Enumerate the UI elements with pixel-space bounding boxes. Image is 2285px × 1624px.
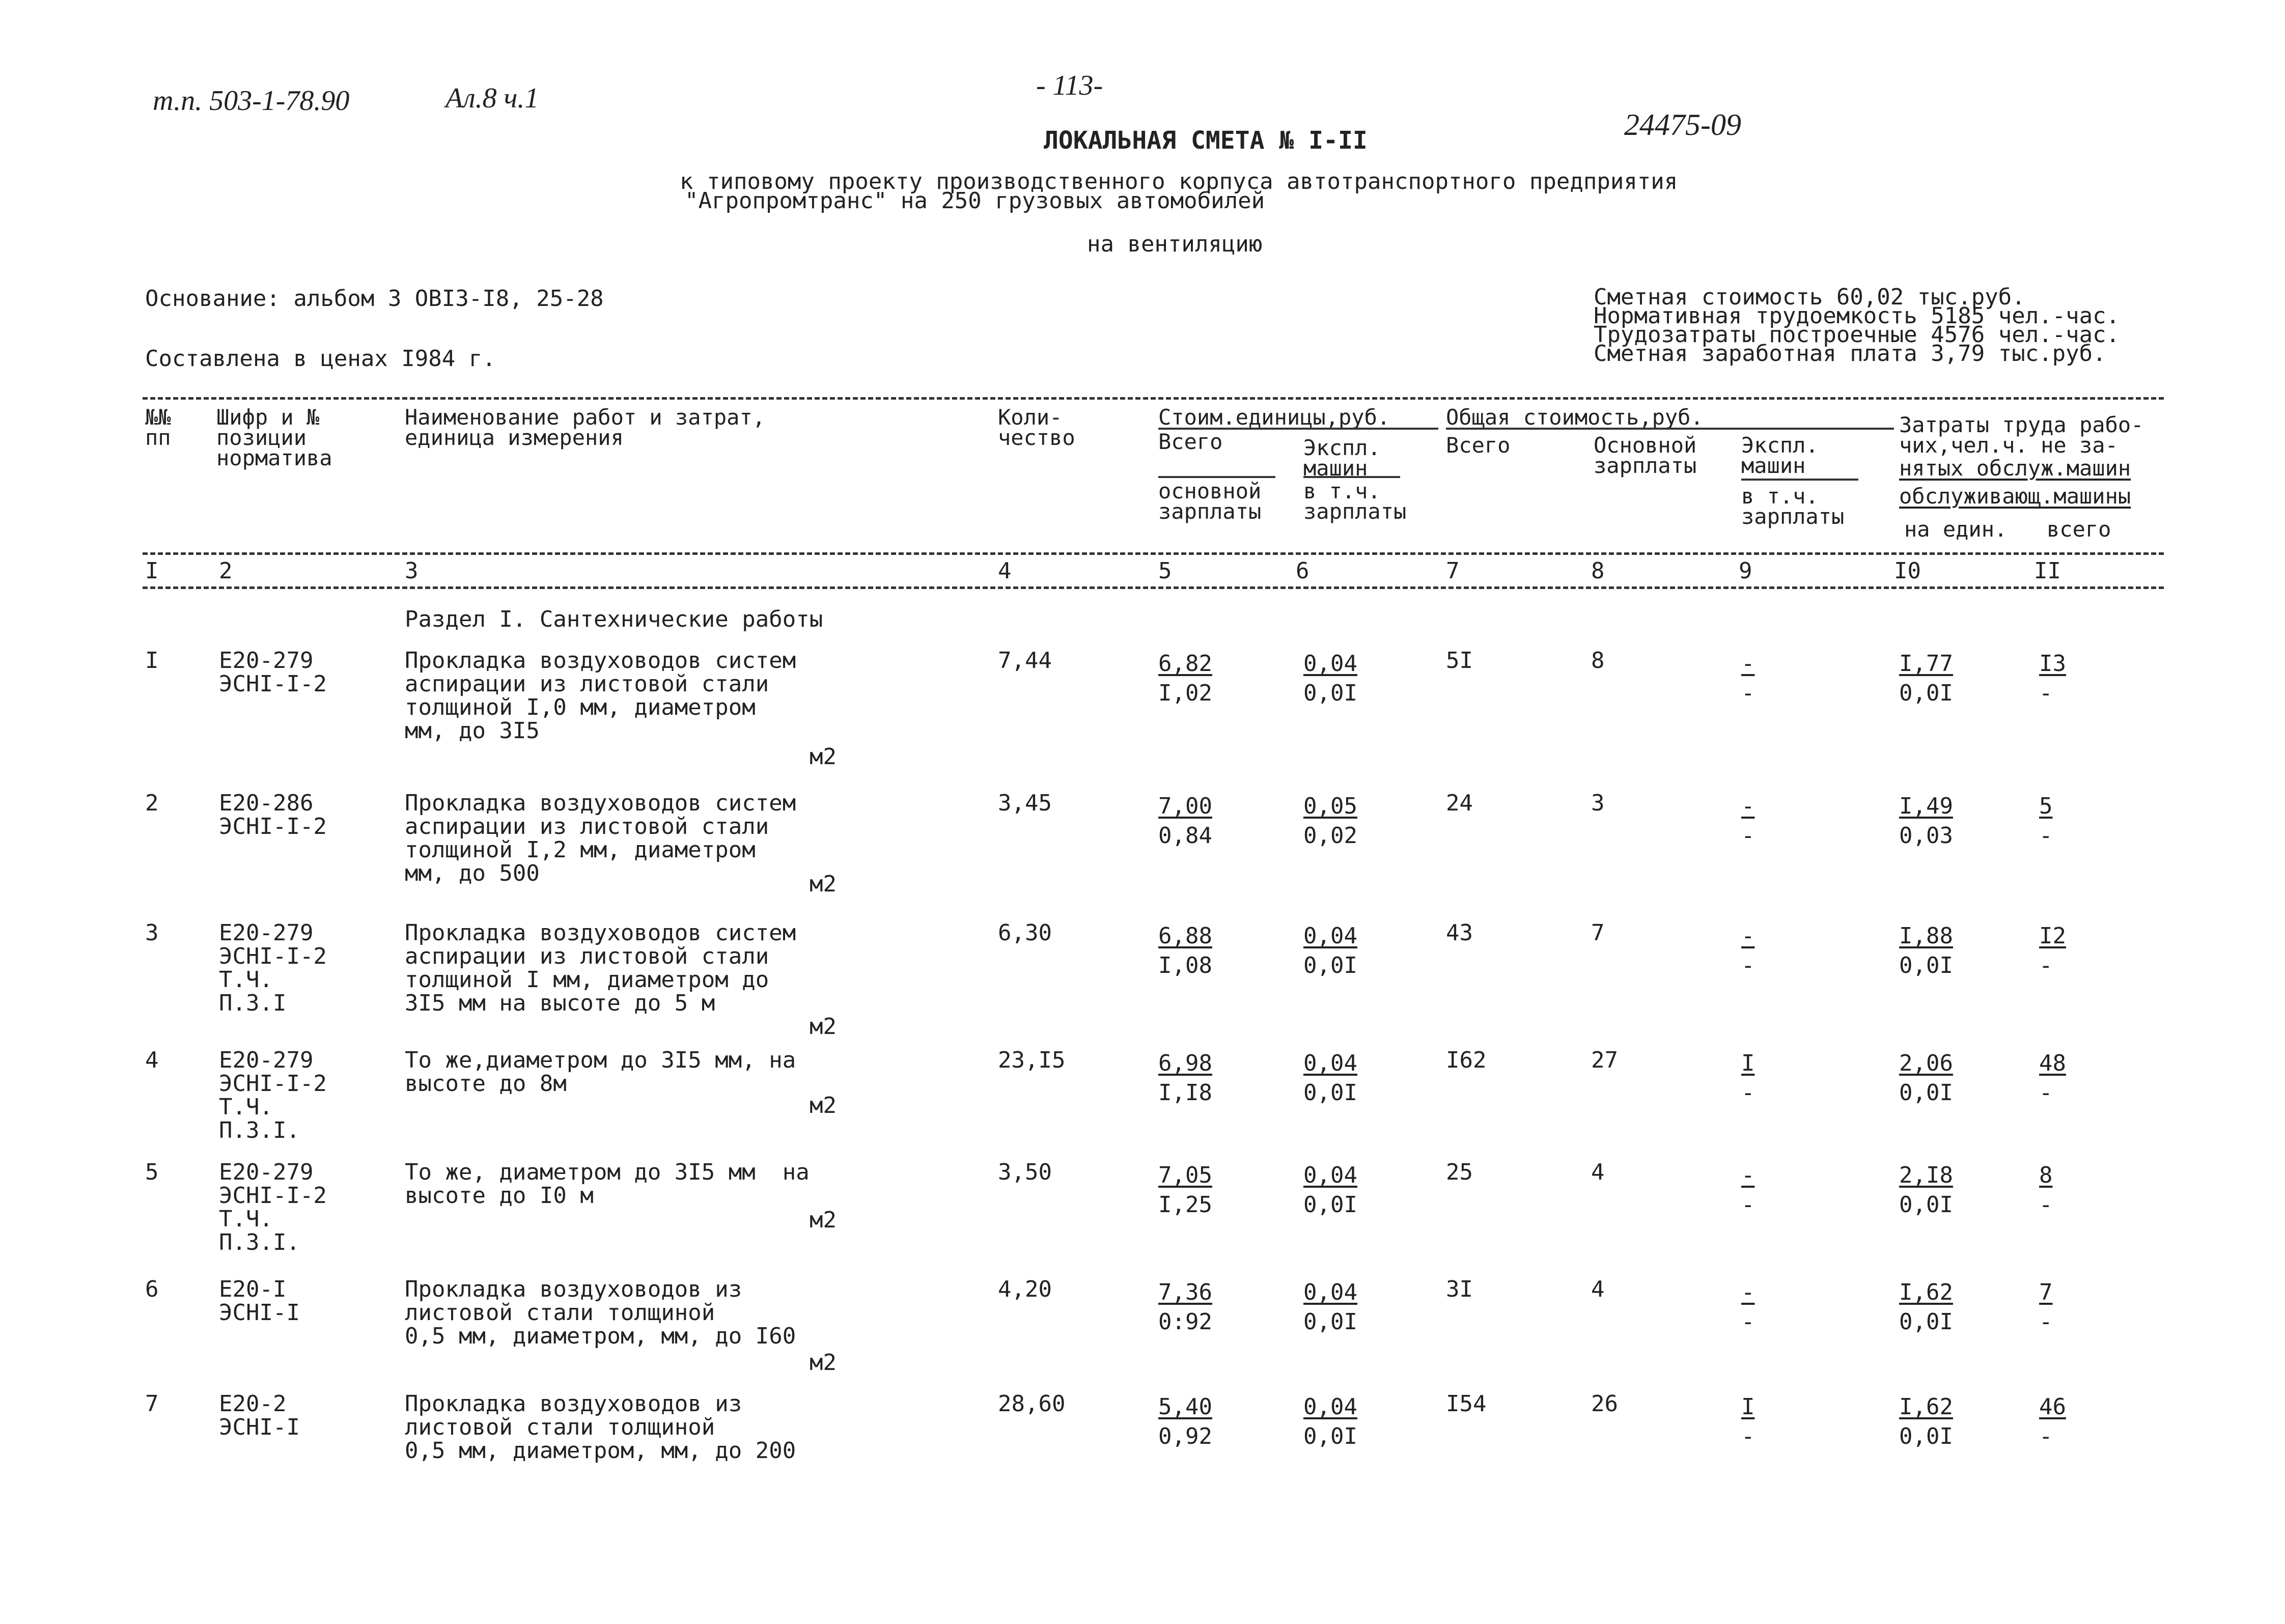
labor-total: I3 — [2039, 651, 2066, 677]
total-machine-wage: - — [1741, 1309, 1755, 1335]
row-total-cost: 43 — [1446, 920, 1473, 946]
unit-cost-wage: I,I8 — [1158, 1080, 1212, 1106]
row-unit-cost — [1158, 792, 1212, 851]
row-unit: м2 — [810, 1014, 837, 1040]
subtitle-line-1: к типовому проекту производственного корпуса автотранспортного предприятия — [680, 169, 1678, 194]
total-machine: - — [1741, 651, 1755, 677]
section-title: Раздел I. Сантехнические работы — [405, 606, 823, 632]
machine-cost: 0,04 — [1303, 1394, 1357, 1420]
unit-cost-total: 7,05 — [1158, 1162, 1212, 1188]
machine-wage: 0,02 — [1303, 823, 1357, 849]
machine-cost: 0,05 — [1303, 793, 1357, 819]
row-name: Прокладка воздуховодов систем аспирации из листовой стали толщиной I,2 мм, диаметром мм, до 500 — [405, 790, 796, 886]
row-total-wage: 26 — [1591, 1391, 1618, 1417]
row-labor-total — [2039, 649, 2066, 708]
row-code: Е20-279 ЭСНI-I-2 Т.Ч. П.3.I — [219, 920, 327, 1016]
machine-cost: 0,04 — [1303, 1162, 1357, 1188]
project-ref: т.п. 503-1-78.90 — [153, 85, 350, 117]
header-group-labor: нятых обслуж.машин — [1899, 456, 2131, 481]
row-code: Е20-I ЭСНI-I — [219, 1276, 300, 1326]
total-machine-wage: - — [1741, 1423, 1755, 1449]
document-code: 24475-09 — [1624, 108, 1741, 142]
labor-unit: I,62 — [1899, 1279, 1953, 1305]
total-machine-wage: - — [1741, 1192, 1755, 1218]
total-machine: - — [1741, 1279, 1755, 1305]
row-machine-cost — [1303, 1278, 1357, 1337]
labor-unit: 2,I8 — [1899, 1162, 1953, 1188]
row-labor-total — [2039, 1049, 2066, 1108]
total-machine-wage: - — [1741, 953, 1755, 978]
row-machine-cost — [1303, 1161, 1357, 1220]
row-total-cost: 5I — [1446, 648, 1473, 674]
row-number: 3 — [145, 920, 159, 946]
row-total-cost: 24 — [1446, 790, 1473, 816]
row-total-wage: 3 — [1591, 790, 1605, 816]
header-col-3: Наименование работ и затрат, единица измерения — [405, 405, 766, 450]
machine-cost: 0,04 — [1303, 1050, 1357, 1076]
labor-total: 48 — [2039, 1050, 2066, 1076]
header-group-unit-cost: Стоим.единицы,руб. — [1158, 405, 1390, 430]
machine-cost: 0,04 — [1303, 651, 1357, 677]
header-group-total-cost: Общая стоимость,руб. — [1446, 405, 1704, 430]
labor-total-machine: - — [2039, 1192, 2053, 1218]
row-quantity: 6,30 — [998, 920, 1052, 946]
labor-total: 8 — [2039, 1162, 2053, 1188]
labor-unit-machine: 0,0I — [1899, 953, 1953, 978]
row-labor-unit — [1899, 1161, 1953, 1220]
row-number: 6 — [145, 1276, 159, 1302]
header-col-7: Всего — [1446, 433, 1511, 458]
row-labor-unit — [1899, 1278, 1953, 1337]
labor-total-machine: - — [2039, 680, 2053, 706]
summary-line: Трудозатраты построечные 4576 чел.-час. — [1594, 322, 2120, 348]
machine-wage: 0,0I — [1303, 953, 1357, 978]
total-machine-wage: - — [1741, 823, 1755, 849]
row-labor-unit — [1899, 649, 1953, 708]
labor-unit-machine: 0,0I — [1899, 1080, 1953, 1106]
labor-unit: I,62 — [1899, 1394, 1953, 1420]
row-total-wage: 27 — [1591, 1047, 1618, 1073]
row-quantity: 3,50 — [998, 1159, 1052, 1185]
header-col-11: всего — [2047, 517, 2111, 542]
prices-year: Составлена в ценах I984 г. — [145, 346, 496, 372]
labor-total-machine: - — [2039, 953, 2053, 978]
column-number: 6 — [1296, 558, 1309, 584]
row-labor-total — [2039, 921, 2066, 981]
subtitle-line-3: на вентиляцию — [1087, 231, 1263, 257]
header-rule — [1303, 476, 1400, 478]
row-total-machine — [1741, 1049, 1755, 1108]
header-col-1: №№ пп — [145, 405, 171, 450]
summary-block — [1594, 284, 2120, 367]
row-name: То же,диаметром до 3I5 мм, на высоте до 8м — [405, 1047, 796, 1097]
header-rule — [1741, 479, 1858, 481]
total-machine-wage: - — [1741, 680, 1755, 706]
row-quantity: 23,I5 — [998, 1047, 1066, 1073]
row-unit: м2 — [810, 744, 837, 770]
unit-cost-wage: I,02 — [1158, 680, 1212, 706]
row-machine-cost — [1303, 1392, 1357, 1451]
column-number: I0 — [1894, 558, 1921, 584]
row-total-cost: 3I — [1446, 1276, 1473, 1302]
header-top-rule — [143, 397, 2164, 400]
labor-total: 7 — [2039, 1279, 2053, 1305]
unit-cost-total: 5,40 — [1158, 1394, 1212, 1420]
header-group-labor: Затраты труда рабо- — [1899, 412, 2144, 437]
row-name: Прокладка воздуховодов из листовой стали толщиной 0,5 мм, диаметром, мм, до I60 — [405, 1276, 796, 1349]
album-mark: Ал.8 ч.1 — [445, 82, 539, 114]
row-machine-cost — [1303, 792, 1357, 851]
unit-cost-total: 6,98 — [1158, 1050, 1212, 1076]
column-number: 3 — [405, 558, 419, 584]
column-number: I — [145, 558, 159, 584]
column-number: 8 — [1591, 558, 1605, 584]
row-code: Е20-2 ЭСНI-I — [219, 1391, 300, 1440]
row-unit: м2 — [810, 1093, 837, 1118]
row-labor-unit — [1899, 792, 1953, 851]
labor-unit-machine: 0,0I — [1899, 680, 1953, 706]
row-labor-unit — [1899, 1049, 1953, 1108]
row-unit-cost — [1158, 649, 1212, 708]
header-col-4: Коли- чество — [998, 405, 1075, 450]
row-quantity: 7,44 — [998, 648, 1052, 674]
summary-line: Нормативная трудоемкость 5185 чел.-час. — [1594, 303, 2120, 329]
row-code: Е20-279 ЭСНI-I-2 — [219, 648, 327, 697]
total-machine-wage: - — [1741, 1080, 1755, 1106]
labor-total: 46 — [2039, 1394, 2066, 1420]
row-machine-cost — [1303, 649, 1357, 708]
unit-cost-wage: I,08 — [1158, 953, 1212, 978]
row-name: Прокладка воздуховодов систем аспирации из листовой стали толщиной I мм, диаметром до 3I5 мм на высоте до 5 м — [405, 920, 796, 1016]
labor-total-machine: - — [2039, 1309, 2053, 1335]
total-machine: - — [1741, 793, 1755, 819]
header-group-labor: чих,чел.ч. не за- — [1899, 433, 2118, 458]
row-total-wage: 8 — [1591, 648, 1605, 674]
header-rule — [1158, 476, 1275, 478]
header-mid-rule — [143, 552, 2164, 555]
row-total-machine — [1741, 649, 1755, 708]
labor-unit: I,77 — [1899, 651, 1953, 677]
column-number: 5 — [1158, 558, 1172, 584]
column-number: 7 — [1446, 558, 1460, 584]
row-number: I — [145, 648, 159, 674]
row-number: 5 — [145, 1159, 159, 1185]
unit-cost-wage: 0:92 — [1158, 1309, 1212, 1335]
row-labor-total — [2039, 792, 2053, 851]
row-total-machine — [1741, 1278, 1755, 1337]
row-labor-total — [2039, 1392, 2066, 1451]
header-col-9-bottom: в т.ч. зарплаты — [1741, 484, 1845, 529]
labor-total-machine: - — [2039, 1080, 2053, 1106]
labor-unit: I,88 — [1899, 923, 1953, 949]
row-total-cost: I62 — [1446, 1047, 1487, 1073]
labor-total: 5 — [2039, 793, 2053, 819]
row-number: 2 — [145, 790, 159, 816]
total-machine: I — [1741, 1394, 1755, 1420]
header-col-5-bottom: основной зарплаты — [1158, 479, 1262, 524]
subtitle-line-2: "Агропромтранс" на 250 грузовых автомобилей — [685, 188, 1265, 214]
header-col-9-top: Экспл. машин — [1741, 433, 1819, 478]
row-labor-unit — [1899, 921, 1953, 981]
unit-cost-wage: I,25 — [1158, 1192, 1212, 1218]
row-machine-cost — [1303, 1049, 1357, 1108]
row-code: Е20-279 ЭСНI-I-2 Т.Ч. П.3.I. — [219, 1159, 327, 1255]
header-col-8: Основной зарплаты — [1594, 433, 1697, 478]
machine-wage: 0,0I — [1303, 1309, 1357, 1335]
row-name: Прокладка воздуховодов из листовой стали толщиной 0,5 мм, диаметром, мм, до 200 — [405, 1391, 796, 1464]
total-machine: - — [1741, 1162, 1755, 1188]
row-total-wage: 4 — [1591, 1159, 1605, 1185]
row-number: 7 — [145, 1391, 159, 1417]
machine-cost: 0,04 — [1303, 1279, 1357, 1305]
row-unit-cost — [1158, 1392, 1212, 1451]
page-title: ЛОКАЛЬНАЯ СМЕТА № I-II — [1044, 126, 1368, 155]
total-machine: - — [1741, 923, 1755, 949]
machine-wage: 0,0I — [1303, 680, 1357, 706]
row-unit-cost — [1158, 921, 1212, 981]
page-number: - 113- — [1036, 70, 1103, 101]
column-number: II — [2034, 558, 2061, 584]
labor-total-machine: - — [2039, 1423, 2053, 1449]
row-unit-cost — [1158, 1278, 1212, 1337]
basis: Основание: альбом 3 ОВI3-I8, 25-28 — [145, 286, 604, 312]
labor-unit: 2,06 — [1899, 1050, 1953, 1076]
row-total-wage: 4 — [1591, 1276, 1605, 1302]
row-labor-unit — [1899, 1392, 1953, 1451]
row-labor-total — [2039, 1161, 2053, 1220]
header-col-10: на един. — [1904, 517, 2008, 542]
labor-unit-machine: 0,0I — [1899, 1423, 1953, 1449]
row-unit-cost — [1158, 1049, 1212, 1108]
machine-wage: 0,0I — [1303, 1080, 1357, 1106]
machine-cost: 0,04 — [1303, 923, 1357, 949]
unit-cost-total: 6,82 — [1158, 651, 1212, 677]
header-bottom-rule — [143, 586, 2164, 589]
unit-cost-wage: 0,92 — [1158, 1423, 1212, 1449]
row-total-wage: 7 — [1591, 920, 1605, 946]
row-unit: м2 — [810, 871, 837, 897]
row-total-cost: 25 — [1446, 1159, 1473, 1185]
row-quantity: 3,45 — [998, 790, 1052, 816]
summary-line: Сметная заработная плата 3,79 тыс.руб. — [1594, 341, 2106, 367]
unit-cost-total: 7,36 — [1158, 1279, 1212, 1305]
machine-wage: 0,0I — [1303, 1423, 1357, 1449]
row-unit: м2 — [810, 1207, 837, 1233]
machine-wage: 0,0I — [1303, 1192, 1357, 1218]
header-col-6-bottom: в т.ч. зарплаты — [1303, 479, 1407, 524]
row-total-machine — [1741, 792, 1755, 851]
column-number: 4 — [998, 558, 1012, 584]
header-rule — [1446, 428, 1894, 430]
row-machine-cost — [1303, 921, 1357, 981]
row-total-machine — [1741, 1392, 1755, 1451]
row-labor-total — [2039, 1278, 2053, 1337]
row-unit-cost — [1158, 1161, 1212, 1220]
unit-cost-total: 7,00 — [1158, 793, 1212, 819]
row-quantity: 28,60 — [998, 1391, 1066, 1417]
labor-unit-machine: 0,0I — [1899, 1192, 1953, 1218]
row-name: То же, диаметром до 3I5 мм на высоте до I0 м — [405, 1159, 810, 1209]
row-number: 4 — [145, 1047, 159, 1073]
header-col-6-top: Экспл. машин — [1303, 435, 1381, 481]
row-total-machine — [1741, 921, 1755, 981]
row-quantity: 4,20 — [998, 1276, 1052, 1302]
labor-unit-machine: 0,03 — [1899, 823, 1953, 849]
row-total-machine — [1741, 1161, 1755, 1220]
unit-cost-total: 6,88 — [1158, 923, 1212, 949]
column-number: 2 — [219, 558, 233, 584]
summary-line: Сметная стоимость 60,02 тыс.руб. — [1594, 284, 2025, 310]
header-col-2: Шифр и № позиции норматива — [216, 405, 332, 470]
labor-unit-machine: 0,0I — [1899, 1309, 1953, 1335]
labor-unit: I,49 — [1899, 793, 1953, 819]
column-number: 9 — [1739, 558, 1752, 584]
row-code: Е20-286 ЭСНI-I-2 — [219, 790, 327, 839]
header-group-labor: обслуживающ.машины — [1899, 484, 2131, 509]
row-code: Е20-279 ЭСНI-I-2 Т.Ч. П.3.I. — [219, 1047, 327, 1143]
labor-total-machine: - — [2039, 823, 2053, 849]
labor-total: I2 — [2039, 923, 2066, 949]
unit-cost-wage: 0,84 — [1158, 823, 1212, 849]
row-unit: м2 — [810, 1350, 837, 1376]
row-total-cost: I54 — [1446, 1391, 1487, 1417]
total-machine: I — [1741, 1050, 1755, 1076]
header-col-5-top: Всего — [1158, 429, 1223, 454]
row-name: Прокладка воздуховодов систем аспирации из листовой стали толщиной I,0 мм, диаметром мм, до 3I5 — [405, 648, 796, 744]
